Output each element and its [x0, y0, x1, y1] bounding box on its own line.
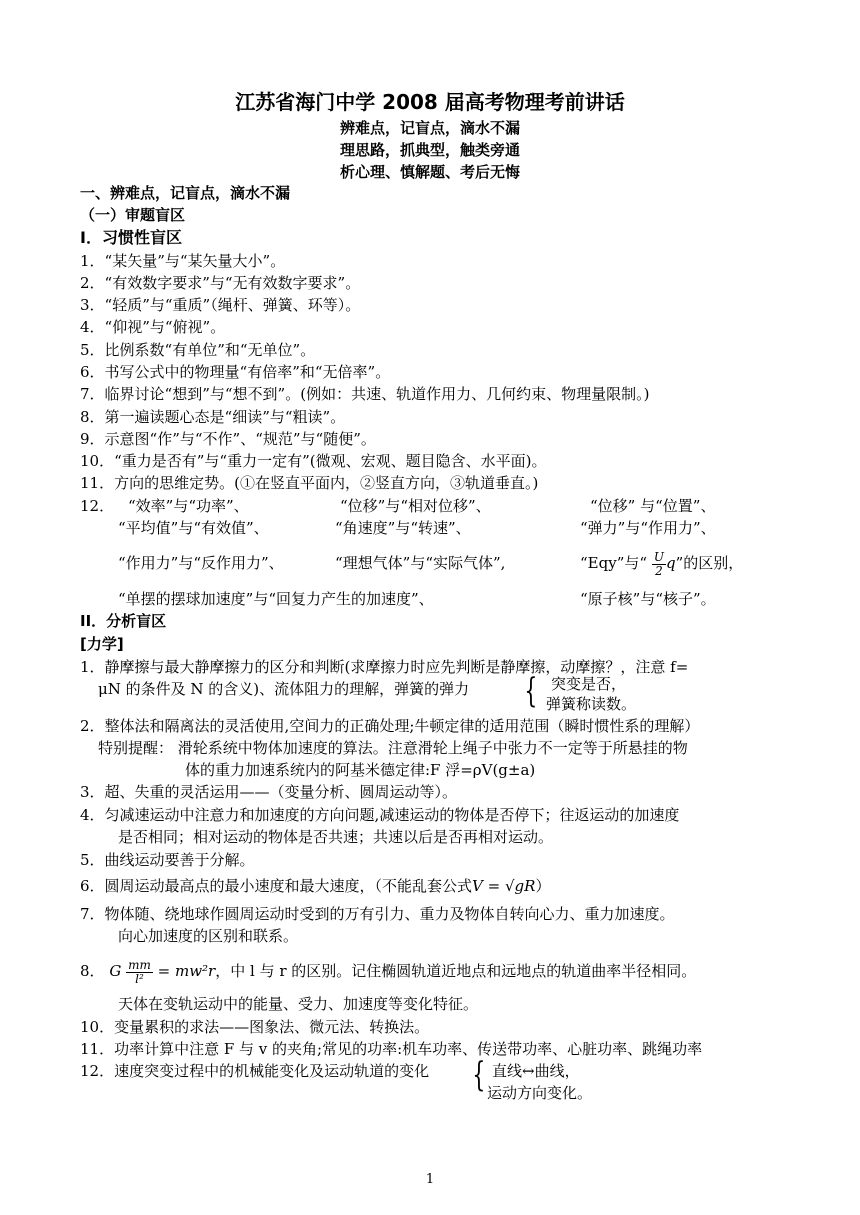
pair-cell: “平均值”与“有效值”、: [118, 519, 269, 537]
document-title: 江苏省海门中学 2008 届高考物理考前讲话: [235, 90, 625, 114]
list-item: 10．“重力是否有”与“重力一定有”(微观、宏观、题目隐含、水平面)。: [80, 452, 547, 470]
brace-option: 突变是否，: [551, 675, 627, 693]
pair-cell: “作用力”与“反作用力”、: [118, 554, 284, 572]
fraction-mm-over-l2: $\frac{mm}{\text{l²}}$: [128, 957, 151, 986]
list-item: 9．示意图“作”与“不作”、“规范”与“随便”。: [80, 430, 376, 448]
subtitle-2: 理思路，抓典型，触类旁通: [339, 141, 520, 159]
list-item: 1．“某矢量”与“某矢量大小”。: [80, 252, 286, 270]
pair-cell: “角速度”与“转速”、: [335, 519, 471, 537]
subtitle-3: 析心理、慎解题、考后无悔: [339, 163, 520, 181]
list-item: 5．曲线运动要善于分解。: [80, 851, 255, 869]
pair-cell: “位移” 与“位置”、: [590, 497, 716, 515]
section-heading: 一、辨难点，记盲点，滴水不漏: [80, 184, 291, 202]
pair-cell: “单摆的摆球加速度”与“回复力产生的加速度”、: [118, 590, 434, 608]
list-item-cont: μN 的条件及 N 的含义)、流体阻力的理解，弹簧的弹力: [98, 680, 470, 698]
list-item: 4．匀减速运动中注意力和加速度的方向问题,减速运动的物体是否停下；往返运动的加速度: [80, 806, 680, 824]
list-item: 8．第一遍读题心态是“细读”与“粗读”。: [80, 408, 346, 426]
list-item: 1．静摩擦与最大静摩擦力的区分和判断(求摩擦力时应先判断是静摩擦，动摩擦？，注意 f=: [80, 658, 689, 676]
pair-cell-formula: “Eqy”与“ $\frac{U}{2}$ q”的区别，: [580, 549, 744, 578]
list-item: 2．整体法和隔离法的灵活使用,空间力的正确处理;牛顿定律的适用范围（瞬时惯性系的理解）: [80, 717, 700, 735]
list-item-cont: 向心加速度的区别和联系。: [118, 927, 299, 945]
brace-option: 弹簧称读数。: [546, 695, 637, 713]
formula-vmin: V = √gR: [472, 877, 536, 895]
left-brace-icon: {: [472, 1055, 486, 1095]
fraction-u-over-2: $\frac{U}{2}$: [653, 549, 664, 578]
list-item: 7．物体随、绕地球作圆周运动时受到的万有引力、重力及物体自转向心力、重力加速度。: [80, 905, 675, 923]
page-number: 1: [425, 1172, 435, 1187]
brace-option: 直线↔曲线，: [492, 1062, 580, 1080]
list-item-gravitation: 8． G $\frac{mm}{\text{l²}}$ = mw²r，中 l 与 r 的区别。记住椭圆轨道近地点和远地点的轨道曲率半径相同。: [80, 957, 697, 986]
list-item: 3．“轻质”与“重质”（绳杆、弹簧、环等）。: [80, 296, 361, 314]
list-item-cont: 特别提醒： 滑轮系统中物体加速度的算法。注意滑轮上绳子中张力不一定等于所悬挂的物: [98, 739, 688, 757]
list-item: 6．书写公式中的物理量“有倍率”和“无倍率”。: [80, 363, 391, 381]
list-item: 7．临界讨论“想到”与“想不到”。(例如：共速、轨道作用力、几何约束、物理量限制。): [80, 385, 650, 403]
list-item-number: 12．: [80, 497, 115, 515]
list-item: 10．变量累积的求法——图象法、微元法、转换法。: [80, 1018, 430, 1036]
subtitle-1: 辨难点，记盲点，滴水不漏: [339, 119, 520, 137]
pair-cell: “原子核”与“核子”。: [580, 590, 716, 608]
pair-cell: “理想气体”与“实际气体”,: [335, 554, 506, 572]
part-heading-analysis: II．分析盲区: [80, 612, 167, 630]
mechanics-heading: [力学]: [80, 635, 124, 653]
list-item: 11．方向的思维定势。(①在竖直平面内，②竖直方向，③轨道垂直。): [80, 474, 539, 492]
pair-cell: “位移”与“相对位移”、: [340, 497, 491, 515]
left-brace-icon: {: [524, 671, 538, 711]
list-item-cont: 是否相同；相对运动的物体是否共速；共速以后是否再相对运动。: [118, 828, 554, 846]
list-item: 3．超、失重的灵活运用——（变量分析、圆周运动等）。: [80, 783, 458, 801]
list-item-cont: 体的重力加速系统内的阿基米德定律:F 浮=ρV(g±a): [185, 761, 536, 779]
list-item-cont: 天体在变轨运动中的能量、受力、加速度等变化特征。: [118, 995, 479, 1013]
list-item: 5．比例系数“有单位”和“无单位”。: [80, 341, 316, 359]
pair-cell: “弹力”与“作用力”、: [580, 519, 716, 537]
list-item: 12．速度突变过程中的机械能变化及运动轨道的变化: [80, 1062, 430, 1080]
list-item: 11．功率计算中注意 F 与 v 的夹角;常见的功率:机车功率、传送带功率、心脏功率、跳绳功率: [80, 1040, 703, 1058]
list-item: 4．“仰视”与“俯视”。: [80, 318, 226, 336]
subsection-heading: （一）审题盲区: [80, 206, 186, 224]
pair-cell: “效率”与“功率”、: [128, 497, 249, 515]
list-item: 2．“有效数字要求”与“无有效数字要求”。: [80, 274, 361, 292]
list-item: 6．圆周运动最高点的最小速度和最大速度，（不能乱套公式V = √gR）: [80, 877, 551, 895]
brace-option: 运动方向变化。: [487, 1084, 593, 1102]
part-heading-habitual: I．习惯性盲区: [80, 228, 182, 247]
